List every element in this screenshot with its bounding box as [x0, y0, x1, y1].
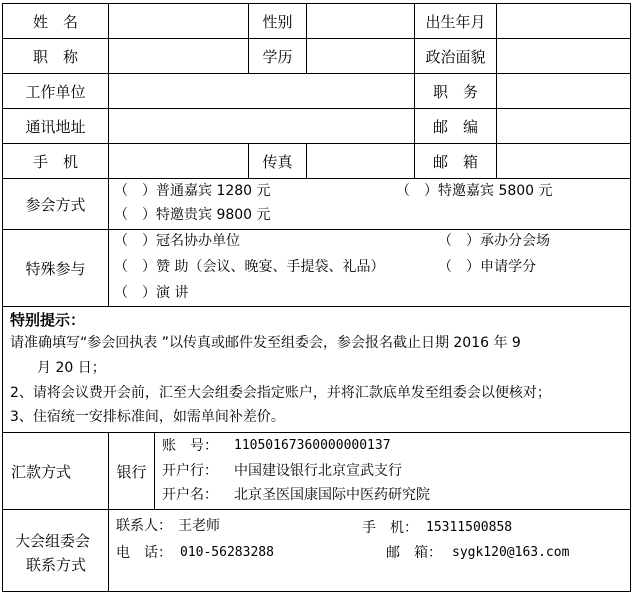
- holder-label: 开户名：: [162, 487, 218, 503]
- checkbox-co-organizer[interactable]: （ ）冠名协办单位: [114, 233, 240, 249]
- checkbox-sponsor[interactable]: （ ）赞 助（会议、晚宴、手提袋、礼品）: [114, 259, 385, 275]
- contact-email-value: sygk120@163.com: [452, 545, 570, 560]
- contact-email-label: 邮 箱：: [386, 545, 442, 561]
- contact-label-line1: 大会组委会: [15, 532, 91, 550]
- input-name[interactable]: [109, 4, 248, 38]
- label-special-participation: 特殊参与: [25, 259, 86, 278]
- contact-person-label: 联系人：: [116, 518, 172, 534]
- rule: [2, 591, 630, 592]
- input-education[interactable]: [307, 39, 414, 73]
- input-title[interactable]: [109, 39, 248, 73]
- bank-name-value: 中国建设银行北京宣武支行: [234, 463, 402, 479]
- contact-mobile-label: 手 机：: [362, 520, 418, 536]
- checkbox-vip-guest[interactable]: （ ）特邀贵宾 9800 元: [114, 207, 271, 223]
- checkbox-credit[interactable]: （ ）申请学分: [438, 259, 536, 275]
- label-email: 邮 箱: [432, 152, 478, 171]
- holder-value: 北京圣医国康国际中医药研究院: [234, 487, 430, 503]
- account-value: 11050167360000000137: [234, 438, 391, 453]
- label-fax: 传真: [262, 152, 293, 171]
- label-birth-year-month: 出生年月: [425, 12, 486, 31]
- checkbox-speech[interactable]: （ ）演 讲: [114, 285, 189, 301]
- label-attendance: 参会方式: [25, 195, 86, 214]
- rule: [154, 432, 155, 509]
- contact-mobile-value: 15311500858: [426, 520, 513, 535]
- label-position: 职 务: [432, 82, 478, 101]
- notice-line: 3、住宿统一安排标准间，如需单间补差价。: [10, 409, 285, 425]
- checkbox-regular-guest[interactable]: （ ）普通嘉宾 1280 元: [114, 183, 271, 199]
- label-address: 通讯地址: [25, 117, 86, 136]
- label-name: 姓 名: [32, 12, 78, 31]
- label-postcode: 邮 编: [432, 117, 478, 136]
- bank-name-label: 开户行：: [162, 463, 218, 479]
- contact-label-line2: 联系方式: [26, 556, 87, 574]
- contact-phone-label: 电 话：: [116, 545, 172, 561]
- contact-phone-value: 010-56283288: [180, 545, 274, 560]
- label-mobile: 手 机: [32, 152, 78, 171]
- label-title: 职 称: [32, 47, 78, 66]
- notice-line: 2、请将会议费开会前，汇至大会组委会指定账户，并将汇款底单发至组委会以便核对；: [10, 385, 551, 401]
- input-mobile[interactable]: [109, 144, 248, 178]
- input-birth-year-month[interactable]: [497, 4, 630, 38]
- contact-person-value: 王老师: [178, 518, 220, 534]
- input-fax[interactable]: [307, 144, 414, 178]
- rule: [2, 306, 630, 307]
- notice-line: 月 20 日；: [37, 360, 106, 376]
- label-remittance: 汇款方式: [11, 462, 72, 481]
- label-gender: 性别: [262, 12, 293, 31]
- notice-line: 请准确填写“参会回执表 ”以传真或邮件发至组委会，参会报名截止日期 2016 年 9: [10, 335, 521, 351]
- label-political-status: 政治面貌: [425, 47, 486, 66]
- label-bank: 银行: [116, 462, 147, 481]
- notice-heading: 特别提示：: [10, 311, 86, 329]
- input-email[interactable]: [497, 144, 630, 178]
- input-political-status[interactable]: [497, 39, 630, 73]
- account-label: 账 号：: [162, 438, 218, 454]
- input-position[interactable]: [497, 74, 630, 108]
- checkbox-special-guest[interactable]: （ ）特邀嘉宾 5800 元: [396, 183, 553, 199]
- input-work-unit[interactable]: [109, 74, 414, 108]
- label-education: 学历: [262, 47, 293, 66]
- label-work-unit: 工作单位: [25, 82, 86, 101]
- rule: [2, 509, 630, 510]
- input-address[interactable]: [109, 109, 414, 143]
- input-postcode[interactable]: [497, 109, 630, 143]
- input-gender[interactable]: [307, 4, 414, 38]
- checkbox-sub-forum[interactable]: （ ）承办分会场: [438, 233, 550, 249]
- rule: [630, 3, 631, 592]
